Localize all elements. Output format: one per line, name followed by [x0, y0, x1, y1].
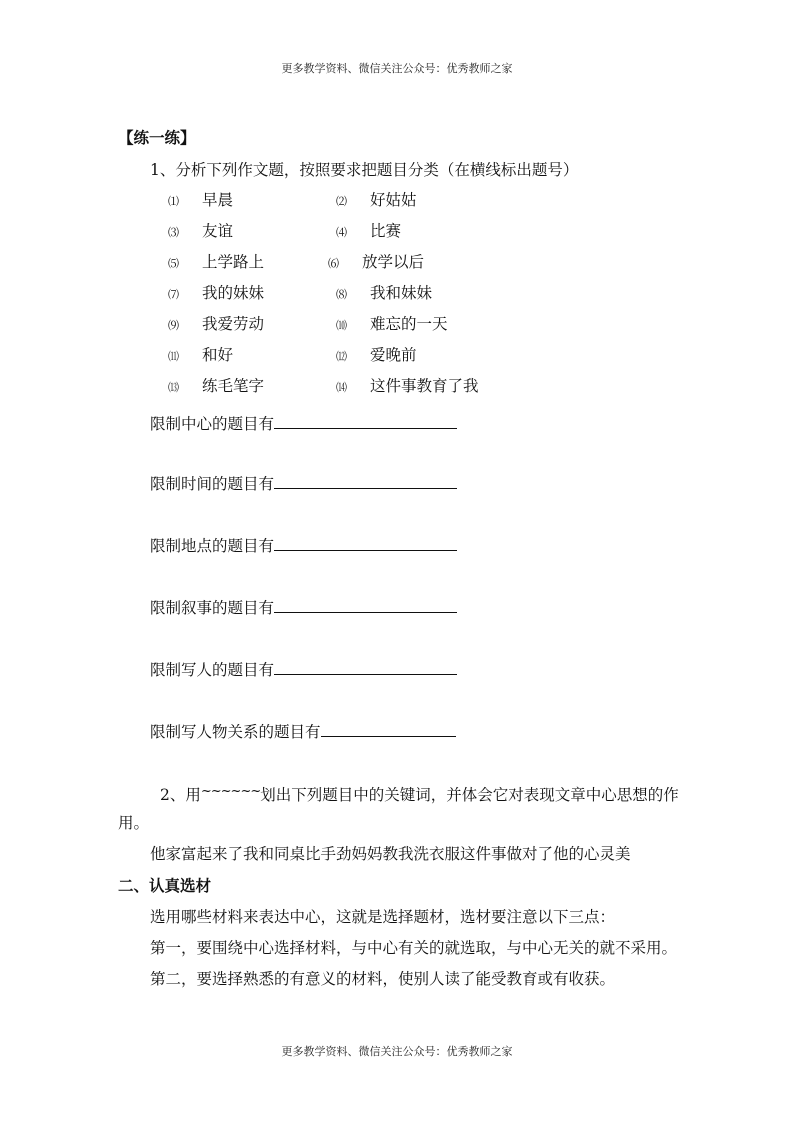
question-2	[160, 782, 679, 805]
fill-in-label: 限制写人物关系的题目有	[150, 723, 321, 741]
topic-item	[336, 283, 432, 305]
fill-in-label: 限制地点的题目有	[150, 537, 275, 555]
question-2-continued: 用。	[118, 814, 150, 832]
topic-item	[336, 376, 479, 398]
answer-blank[interactable]	[321, 720, 456, 737]
wavy-mark: ~~~~~~	[200, 784, 261, 799]
topic-number: ⑶	[168, 226, 179, 239]
section-title-material: 二、认真选材	[118, 877, 212, 895]
topic-number: ⑿	[336, 350, 347, 363]
topic-number: ⑴	[168, 195, 179, 208]
topic-text: 我的妹妹	[202, 284, 265, 302]
topic-text: 好姑姑	[370, 191, 417, 209]
topic-number: ⑻	[336, 288, 347, 301]
topic-text: 这件事教育了我	[370, 377, 479, 395]
paragraph-1: 选用哪些材料来表达中心，这就是选择题材，选材要注意以下三点：	[150, 908, 616, 926]
topic-number: ⑺	[168, 288, 179, 301]
fill-in-line	[150, 412, 457, 434]
paragraph-2: 第一，要围绕中心选择材料，与中心有关的就选取，与中心无关的就不采用。	[150, 939, 678, 957]
topic-item	[336, 345, 417, 367]
topic-text: 爱晚前	[370, 346, 417, 364]
topic-number: ⑸	[168, 257, 179, 270]
topic-number: ⑽	[336, 319, 347, 332]
section-title-practice: 【练一练】	[118, 129, 196, 147]
fill-in-label: 限制中心的题目有	[150, 415, 275, 433]
topic-number: ⑵	[336, 195, 347, 208]
topic-text: 难忘的一天	[370, 315, 448, 333]
answer-blank[interactable]	[274, 596, 457, 613]
question-1: 1、分析下列作文题，按照要求把题目分类（在横线标出题号）	[150, 161, 579, 179]
topic-item	[168, 314, 264, 336]
topic-text: 和好	[202, 346, 234, 364]
question-2-text: 划出下列题目中的关键词，并体会它对表现文章中心思想的作	[260, 786, 679, 804]
topic-item	[168, 190, 233, 212]
topic-text: 我爱劳动	[202, 315, 265, 333]
fill-in-line	[150, 658, 457, 680]
topic-item	[168, 345, 233, 367]
answer-blank[interactable]	[274, 472, 457, 489]
fill-in-line	[150, 534, 457, 556]
topic-text: 比赛	[370, 222, 402, 240]
topic-item	[168, 283, 264, 305]
topic-text: 上学路上	[202, 253, 265, 271]
topic-number: ⑹	[328, 257, 339, 270]
topic-text: 早晨	[202, 191, 234, 209]
topic-text: 友谊	[202, 222, 234, 240]
page-header: 更多教学资料、微信关注公众号：优秀教师之家	[281, 62, 513, 75]
fill-in-label: 限制写人的题目有	[150, 661, 275, 679]
answer-blank[interactable]	[274, 534, 457, 551]
topic-number: ⑾	[168, 350, 179, 363]
page-footer: 更多教学资料、微信关注公众号：优秀教师之家	[281, 1045, 513, 1058]
topic-item	[328, 252, 424, 274]
question-2-prefix: 2、用	[160, 786, 201, 804]
fill-in-label: 限制叙事的题目有	[150, 599, 275, 617]
fill-in-line	[150, 472, 457, 494]
topic-item	[168, 252, 264, 274]
topic-item	[336, 314, 448, 336]
topic-text: 放学以后	[362, 253, 425, 271]
topic-number: ⑷	[336, 226, 347, 239]
topic-text: 练毛笔字	[202, 377, 265, 395]
topic-text: 我和妹妹	[370, 284, 433, 302]
question-2-examples: 他家富起来了我和同桌比手劲妈妈教我洗衣服这件事做对了他的心灵美	[150, 845, 631, 863]
topic-number: ⒀	[168, 381, 179, 394]
fill-in-line	[150, 720, 456, 742]
topic-number: ⑼	[168, 319, 179, 332]
topic-number: ⒁	[336, 381, 347, 394]
paragraph-3: 第二，要选择熟悉的有意义的材料，使别人读了能受教育或有收获。	[150, 970, 616, 988]
topic-item	[168, 221, 233, 243]
answer-blank[interactable]	[274, 412, 457, 429]
topic-item	[336, 221, 401, 243]
fill-in-label: 限制时间的题目有	[150, 475, 275, 493]
topic-item	[336, 190, 417, 212]
topic-item	[168, 376, 264, 398]
fill-in-line	[150, 596, 457, 618]
answer-blank[interactable]	[274, 658, 457, 675]
